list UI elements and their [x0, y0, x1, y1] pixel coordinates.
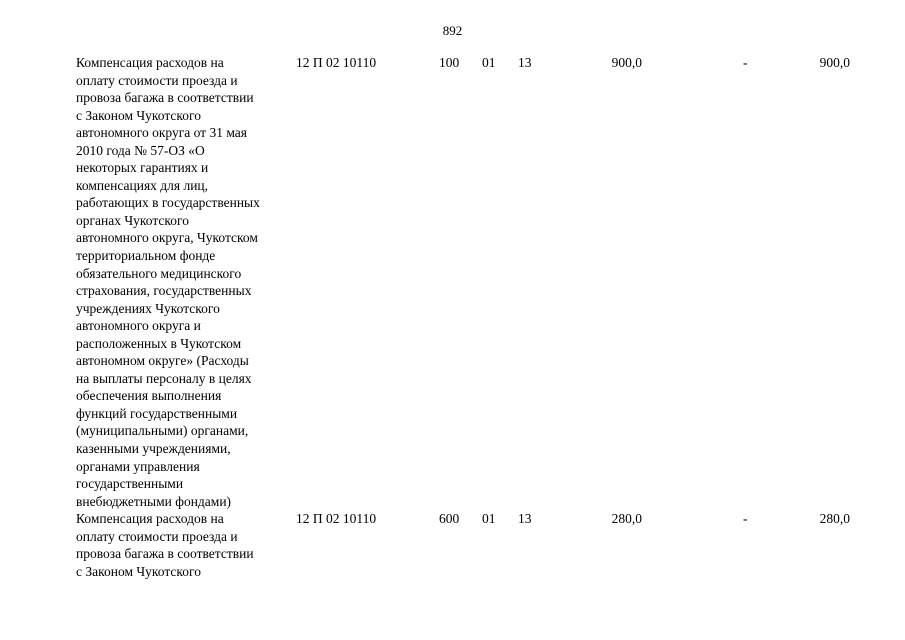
expense-type-code: 100 — [439, 55, 460, 70]
row-description: Компенсация расходов на оплату стоимости проезда и провоза багажа в соответствии с Законом Чукотского — [76, 511, 254, 579]
subsection-code: 13 — [518, 55, 532, 70]
target-article-code: 12 П 02 10110 — [296, 511, 377, 527]
table-row — [76, 510, 856, 580]
row-description: Компенсация расходов на оплату стоимости проезда и провоза багажа в соответствии с Законом Чукотского автономного округа от 31 мая 2010 года № 57-ОЗ «О некоторых гарантиях и компенсациях для лиц, работающих в государственных органах Чукотского автономного округа, Чукотском территориальном фонде обязательного медицинского страхования, государственных учреждениях Чукотского автономного округа и расположенных в Чукотском автономном округе» (Расходы на выплаты персоналу в целях обеспечения выполнения функций государственными (муниципальными) органами, казенными учреждениями, органами управления государственными внебюджетными фондами) — [76, 55, 260, 509]
page-number: 892 — [442, 23, 463, 38]
expense-type-code: 600 — [439, 511, 460, 527]
amount-total: 900,0 — [611, 55, 642, 70]
amount-total: 280,0 — [611, 511, 642, 527]
section-code: 01 — [482, 55, 496, 70]
amount-federal: - — [743, 55, 748, 70]
subsection-code: 13 — [518, 511, 532, 527]
section-code: 01 — [482, 511, 496, 527]
budget-table — [76, 54, 856, 580]
amount-federal: - — [743, 511, 748, 527]
amount-regional: 900,0 — [819, 55, 850, 70]
amount-regional: 280,0 — [819, 511, 850, 527]
target-article-code: 12 П 02 10110 — [296, 55, 377, 70]
table-row — [76, 54, 856, 510]
